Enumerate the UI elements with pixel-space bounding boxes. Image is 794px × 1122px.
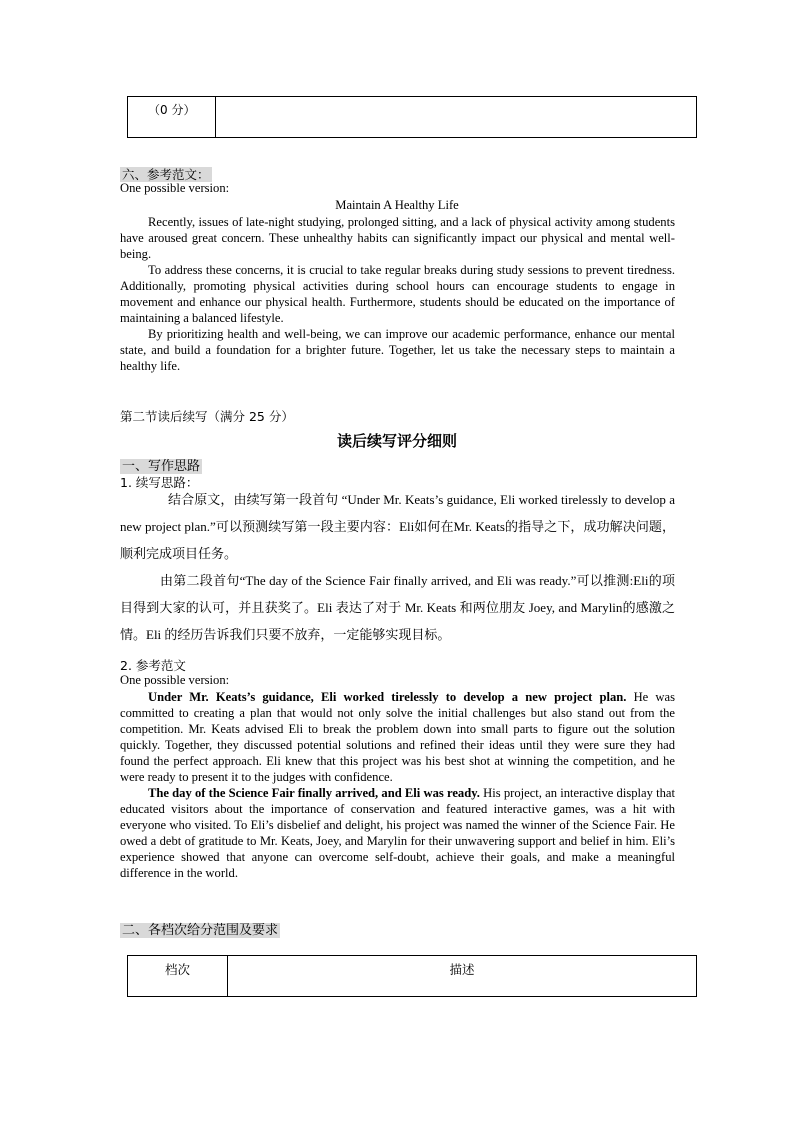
essay-paragraph: To address these concerns, it is crucial to take regular breaks during study sessions to prevent tiredness. Additionally, promoting physical activities during school hours can encourage students to engage in movement and enhance our physical health. Furthermore, students should be educated on the importance of maintaining a balanced lifestyle.	[120, 263, 675, 325]
score-cell: （0 分）	[128, 97, 216, 138]
sample-paragraph	[120, 689, 675, 785]
part1-heading: 一、写作思路	[122, 459, 201, 474]
paragraph-text: He was committed to creating a plan that would not only solve the initial challenges but also stand out from the competition. Mr. Keats advised Eli to break the problem down into small parts to figure out the solution quickly. Together, they discussed potential solutions and refined their ideas until they were sure they had found the perfect approach. Eli knew that this project was his best shot at winning the competition, and he were ready to present it to the judges with confidence.	[120, 690, 675, 784]
essay-paragraph: Recently, issues of late-night studying, prolonged sitting, and a lack of physical activity among students have aroused great concern. These unhealthy habits can significantly impact our physical and mental well-being.	[120, 215, 675, 261]
header-description: 描述	[228, 956, 697, 997]
grading-table	[127, 955, 697, 997]
idea-paragraph: 由第二段首句“The day of the Science Fair finally arrived, and Eli was ready.”可以推测:Eli的项目得到大家的认可，并且获奖了。Eli 表达了对于 Mr. Keats 和两位朋友 Joey, and Marylin的感激之情。Eli 的经历告诉我们只要不放弃，一定能够实现目标。	[120, 573, 675, 642]
section2-title: 读后续写评分细则	[336, 432, 457, 450]
first-sentence: The day of the Science Fair finally arrived, and Eli was ready.	[148, 786, 480, 800]
description-cell	[216, 97, 697, 138]
score-table-top	[127, 96, 697, 138]
first-sentence: Under Mr. Keats’s guidance, Eli worked tirelessly to develop a new project plan.	[148, 690, 627, 704]
header-level: 档次	[128, 956, 228, 997]
writing-idea	[120, 486, 675, 648]
sample-essay	[120, 689, 675, 881]
part2-heading: 二、各档次给分范围及要求	[122, 923, 279, 938]
essay-body	[120, 214, 675, 374]
item1-label: 1. 续写思路：	[120, 475, 199, 490]
idea-paragraph: 结合原文，由续写第一段首句 “Under Mr. Keats’s guidance, Eli worked tirelessly to develop a new project plan.”可以预测续写第一段主要内容：Eli如何在Mr. Keats的指导之下，成功解决问题，顺利完成项目任务。	[120, 492, 675, 561]
sample-intro: One possible version:	[120, 673, 230, 687]
essay-title: Maintain A Healthy Life	[335, 198, 459, 212]
section6-intro: One possible version:	[120, 181, 230, 195]
section2-label: 第二节读后续写（满分 25 分）	[120, 409, 294, 424]
item2-label: 2. 参考范文	[120, 658, 186, 673]
essay-paragraph: By prioritizing health and well-being, we can improve our academic performance, enhance our mental state, and build a foundation for a brighter future. Together, let us take the necessary steps to maintain a healthy life.	[120, 327, 675, 373]
sample-paragraph	[120, 785, 675, 881]
paragraph-text: His project, an interactive display that educated visitors about the importance of conservation and featured interactive games, was a hit with everyone who visited. To Eli’s disbelief and delight, his project was named the winner of the Science Fair. He owed a debt of gratitude to Mr. Keats, Joey, and Marylin for their unwavering support and belief in him. Eli’s experience showed that anyone can overcome self-doubt, achieve their goals, and make a meaningful difference in the world.	[120, 786, 675, 880]
section6-heading: 六、参考范文：	[122, 167, 210, 182]
